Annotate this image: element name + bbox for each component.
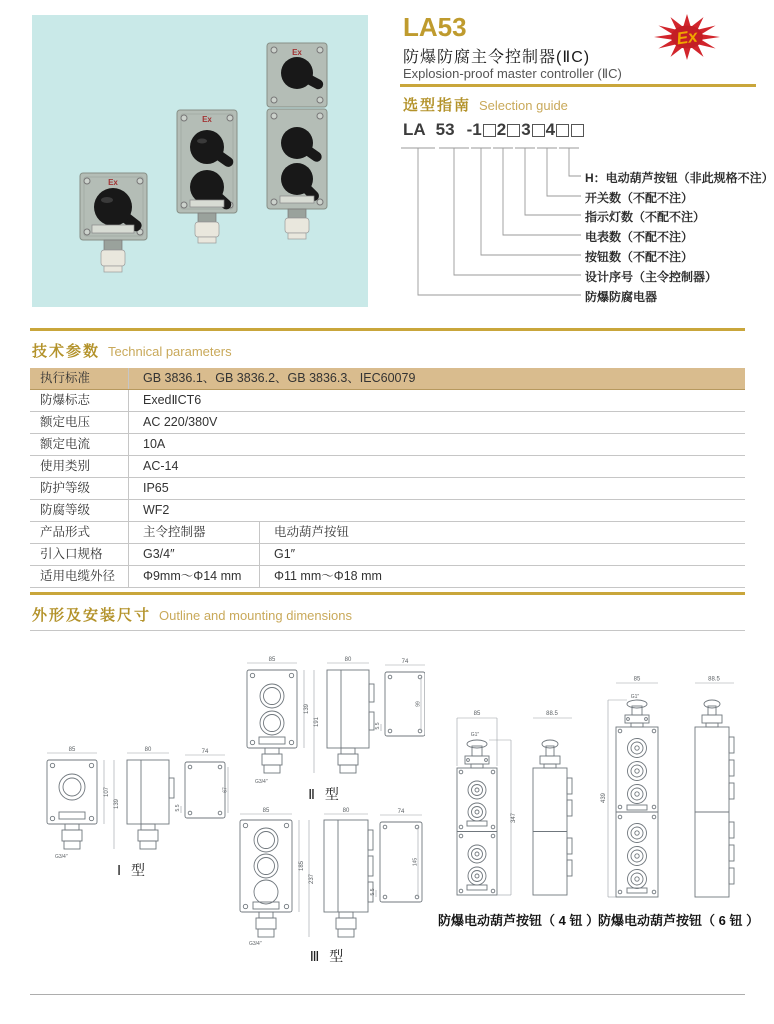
dim-back-h: 67 xyxy=(222,787,229,793)
outline-heading-underline xyxy=(30,630,745,631)
dim-gland: G3/4″ xyxy=(249,941,262,946)
code-label-design: 设计序号（主令控制器） xyxy=(585,270,718,284)
dim-total-h: 439 xyxy=(601,792,607,804)
param-label: 执行标准 xyxy=(40,371,91,385)
dim-hole: 5.5 xyxy=(370,888,376,896)
dim-front-h1: 107 xyxy=(104,786,110,798)
dim-front-h2: 191 xyxy=(314,716,320,728)
type2-front-view xyxy=(247,657,320,785)
selection-guide-heading-cn: 选型指南 xyxy=(403,97,472,114)
ex-mark: Ex xyxy=(292,48,302,57)
table-row xyxy=(30,412,745,434)
hoist4-front-view xyxy=(457,711,517,895)
code-label-series: 防爆防腐电器 xyxy=(585,290,658,304)
param-label: 适用电缆外径 xyxy=(40,569,116,583)
table-row xyxy=(30,566,745,588)
type3-side-view xyxy=(324,808,373,937)
outline-heading xyxy=(32,604,352,625)
dim-back-w: 74 xyxy=(201,749,209,755)
dim-side-w: 80 xyxy=(144,747,152,753)
dim-back-w: 74 xyxy=(401,659,409,665)
table-row xyxy=(30,434,745,456)
ex-star-logo xyxy=(653,13,721,61)
table-row xyxy=(30,456,745,478)
code-label-hoist: H：电动葫芦按钮（非此规格不注） xyxy=(585,171,774,185)
param-value: GB 3836.1、GB 3836.2、GB 3836.3、IEC60079 xyxy=(128,368,745,389)
dim-front-h2: 139 xyxy=(114,798,120,810)
dim-side-w: 88.5 xyxy=(546,711,558,717)
table-row xyxy=(30,544,745,566)
ex-mark: Ex xyxy=(108,178,118,187)
caption-type2: Ⅱ 型 xyxy=(308,786,342,802)
dim-hole: 5.5 xyxy=(375,722,381,730)
dim-side-w: 80 xyxy=(344,657,352,663)
param-value-2: Φ11 mm～Φ18 mm xyxy=(259,566,745,587)
param-label: 防腐等级 xyxy=(40,503,91,517)
type2-side-view xyxy=(327,657,374,773)
dim-gland: G3/4″ xyxy=(255,779,268,785)
header-divider xyxy=(400,84,756,87)
dim-side-w: 88.5 xyxy=(708,676,720,683)
drawing-type1 xyxy=(35,742,230,862)
dim-front-w: 85 xyxy=(473,711,481,717)
caption-hoist4: 防爆电动葫芦按钮（ 4 钮 ） xyxy=(438,913,600,928)
drawing-type3 xyxy=(228,806,428,946)
caption-hoist6: 防爆电动葫芦按钮（ 6 钮 ） xyxy=(598,913,760,928)
dim-total-h: 347 xyxy=(511,812,517,824)
hoist4-side-view xyxy=(533,711,572,895)
param-value: 10A xyxy=(128,434,745,455)
code-label-meter: 电表数（不配不注） xyxy=(585,230,694,244)
caption-type3: Ⅲ 型 xyxy=(309,948,347,964)
param-label: 引入口规格 xyxy=(40,547,103,561)
drawing-hoist4 xyxy=(445,688,595,906)
product-model: LA53 xyxy=(403,12,467,42)
param-label: 防护等级 xyxy=(40,481,91,495)
ex-mark: Ex xyxy=(202,115,212,124)
param-label: 额定电流 xyxy=(40,437,91,451)
product-title-cn: 防爆防腐主令控制器(ⅡC) xyxy=(403,49,591,66)
param-value: Φ9mm～Φ14 mm xyxy=(128,566,259,587)
dim-front-w: 85 xyxy=(68,747,76,753)
code-seg3: 3 xyxy=(521,120,531,139)
code-label-button: 按钮数（不配不注） xyxy=(585,250,694,264)
code-seg4: 4 xyxy=(545,120,556,139)
dim-gland: G3/4″ xyxy=(55,854,68,860)
param-value: 主令控制器 xyxy=(128,522,259,543)
drawing-hoist6 xyxy=(600,672,765,900)
hoist6-side-view xyxy=(695,677,734,898)
selection-guide-heading-en: Selection guide xyxy=(479,98,568,113)
param-label: 防爆标志 xyxy=(40,393,91,407)
table-row xyxy=(30,522,745,544)
code-label-switch: 开关数（不配不注） xyxy=(585,191,694,205)
table-row xyxy=(30,500,745,522)
tech-section-divider xyxy=(30,328,745,331)
selection-guide-heading xyxy=(403,94,568,115)
outline-section-divider xyxy=(30,592,745,595)
drawing-type2 xyxy=(235,650,425,788)
dim-gland: G1″ xyxy=(630,694,640,700)
code-prefix: LA xyxy=(403,120,426,139)
dim-front-w: 85 xyxy=(262,808,270,814)
type3-back-view xyxy=(370,809,422,902)
type1-back-view xyxy=(175,749,229,818)
dim-front-h1: 139 xyxy=(304,703,310,715)
param-value: G3/4″ xyxy=(128,544,259,565)
dim-back-w: 74 xyxy=(397,809,405,815)
dim-gland: G1″ xyxy=(470,732,480,738)
param-label: 产品形式 xyxy=(40,525,91,539)
dim-front-w: 85 xyxy=(268,657,276,663)
code-series: 53 xyxy=(435,120,455,139)
tech-params-heading xyxy=(32,340,232,361)
table-row xyxy=(30,478,745,500)
param-label: 使用类别 xyxy=(40,459,91,473)
param-value-2: G1″ xyxy=(259,544,745,565)
product-title-en: Explosion-proof master controller (ⅡC) xyxy=(403,66,622,81)
code-seg1: -1 xyxy=(466,120,482,139)
dim-hole: 5.5 xyxy=(175,804,181,812)
type3-front-view xyxy=(240,808,315,946)
type2-back-view xyxy=(375,659,425,736)
param-value: IP65 xyxy=(128,478,745,499)
outline-heading-en: Outline and mounting dimensions xyxy=(159,608,352,623)
param-value: AC 220/380V xyxy=(128,412,745,433)
dim-front-h1: 185 xyxy=(299,860,305,872)
dim-back-h: 99 xyxy=(415,701,422,707)
param-value: AC-14 xyxy=(128,456,745,477)
dim-front-w: 85 xyxy=(633,676,641,683)
dim-side-w: 80 xyxy=(342,808,350,814)
table-row xyxy=(30,368,745,390)
hoist6-front-view xyxy=(601,677,658,898)
product-photo xyxy=(32,15,368,307)
type1-front-view xyxy=(47,747,120,860)
param-value: WF2 xyxy=(128,500,745,521)
ex-logo-text: Ex xyxy=(675,26,699,49)
dim-back-h: 145 xyxy=(412,857,419,867)
type1-side-view xyxy=(127,747,174,849)
outline-heading-cn: 外形及安装尺寸 xyxy=(32,607,152,624)
tech-params-heading-en: Technical parameters xyxy=(108,344,232,359)
tech-params-table xyxy=(30,368,745,588)
code-seg2: 2 xyxy=(496,120,507,139)
model-code-diagram xyxy=(395,118,773,313)
param-value: ExedⅡCT6 xyxy=(128,390,745,411)
dim-front-h2: 237 xyxy=(309,873,315,885)
page-bottom-rule xyxy=(30,994,745,995)
code-label-lamp: 指示灯数（不配不注） xyxy=(585,210,706,224)
table-row xyxy=(30,390,745,412)
caption-type1: Ⅰ 型 xyxy=(116,862,149,878)
param-label: 额定电压 xyxy=(40,415,91,429)
param-value-2: 电动葫芦按钮 xyxy=(259,522,745,543)
tech-params-heading-cn: 技术参数 xyxy=(32,343,101,360)
